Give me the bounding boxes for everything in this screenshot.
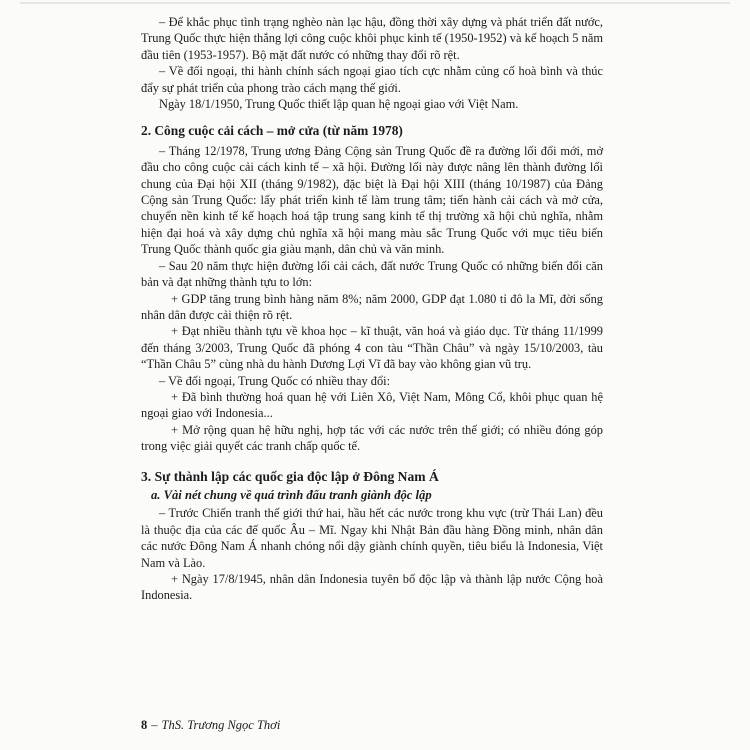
body-paragraph: – Sau 20 năm thực hiện đường lối cải cách, đất nước Trung Quốc có những biến đổi căn bản và đạt những thành tựu to lớn: — [141, 258, 603, 290]
top-divider — [20, 2, 730, 4]
section-3a-subheading: a. Vài nét chung về quá trình đấu tranh giành độc lập — [151, 487, 432, 502]
footer-author: ThS. Trương Ngọc Thơi — [161, 718, 281, 732]
body-paragraph: – Về đối ngoại, Trung Quốc có nhiều thay đổi: — [159, 373, 391, 388]
section-2-heading: 2. Công cuộc cải cách – mở cửa (từ năm 1978) — [141, 123, 403, 139]
body-paragraph: Ngày 18/1/1950, Trung Quốc thiết lập quan hệ ngoại giao với Việt Nam. — [159, 97, 519, 112]
body-paragraph: – Trước Chiến tranh thế giới thứ hai, hầu hết các nước trong khu vực (trừ Thái Lan) đều là thuộc địa của các đế quốc Âu – Mĩ. Ngay khi Nhật Bản đầu hàng Đồng minh, nhân dân các nước Đông Nam Á nhanh chóng nổi dậy giành chính quyền, tiêu biểu là Indonesia, Việt Nam và Lào. — [141, 506, 603, 570]
footer-separator: – — [151, 718, 158, 732]
list-item: + Mở rộng quan hệ hữu nghị, hợp tác với các nước trên thế giới; có nhiều đóng góp trong việc giải quyết các tranh chấp quốc tế. — [141, 422, 603, 454]
page-number: 8 — [141, 718, 148, 732]
section-3-heading: 3. Sự thành lập các quốc gia độc lập ở Đông Nam Á — [141, 468, 439, 484]
body-paragraph: – Về đối ngoại, thi hành chính sách ngoại giao tích cực nhằm củng cố hoà bình và thúc đẩy sự phát triển của phong trào cách mạng thế giới. — [141, 64, 603, 95]
list-item: + GDP tăng trung bình hàng năm 8%; năm 2000, GDP đạt 1.080 tỉ đô la Mĩ, đời sống nhân dân được cải thiện rõ rệt. — [141, 291, 603, 322]
list-item: + Đã bình thường hoá quan hệ với Liên Xô, Việt Nam, Mông Cổ, khôi phục quan hệ ngoại giao với Indonesia... — [141, 389, 603, 421]
page-body — [141, 14, 603, 604]
body-paragraph: – Để khắc phục tình trạng nghèo nàn lạc hậu, đồng thời xây dựng và phát triển đất nước, Trung Quốc thực hiện thắng lợi công cuộc khôi phục kinh tế (1950-1952) và kế hoạch 5 năm đầu tiên (1953-1957). Bộ mặt đất nước có những thay đổi rõ rệt. — [141, 15, 603, 62]
list-item: + Ngày 17/8/1945, nhân dân Indonesia tuyên bố độc lập và thành lập nước Cộng hoà Indonesia. — [141, 572, 603, 603]
body-paragraph: – Tháng 12/1978, Trung ương Đảng Cộng sản Trung Quốc đề ra đường lối đổi mới, mở đầu cho công cuộc cải cách kinh tế – xã hội. Đường lối này được nâng lên thành đường lối chung của Đại hội XII (tháng 9/1982), đặc biệt là Đại hội XIII (tháng 10/1987) của Đảng Cộng sản Trung Quốc: lấy phát triển kinh tế làm trung tâm; tiến hành cải cách và mở cửa, chuyển nền kinh tế kế hoạch hoá tập trung sang kinh tế thị trường xã hội chủ nghĩa, nhằm hiện đại hoá và xây dựng chủ nghĩa xã hội mang màu sắc Trung Quốc với mục tiêu biến Trung Quốc thành quốc gia giàu mạnh, dân chủ và văn minh. — [141, 143, 603, 257]
list-item: + Đạt nhiều thành tựu về khoa học – kĩ thuật, văn hoá và giáo dục. Từ tháng 11/1999 đến tháng 3/2003, Trung Quốc đã phóng 4 con tàu “Thần Châu” và ngày 15/10/2003, tàu “Thần Châu 5” cùng nhà du hành Dương Lợi Vĩ đã bay vào không gian vũ trụ. — [141, 324, 603, 372]
page-footer — [141, 718, 280, 733]
